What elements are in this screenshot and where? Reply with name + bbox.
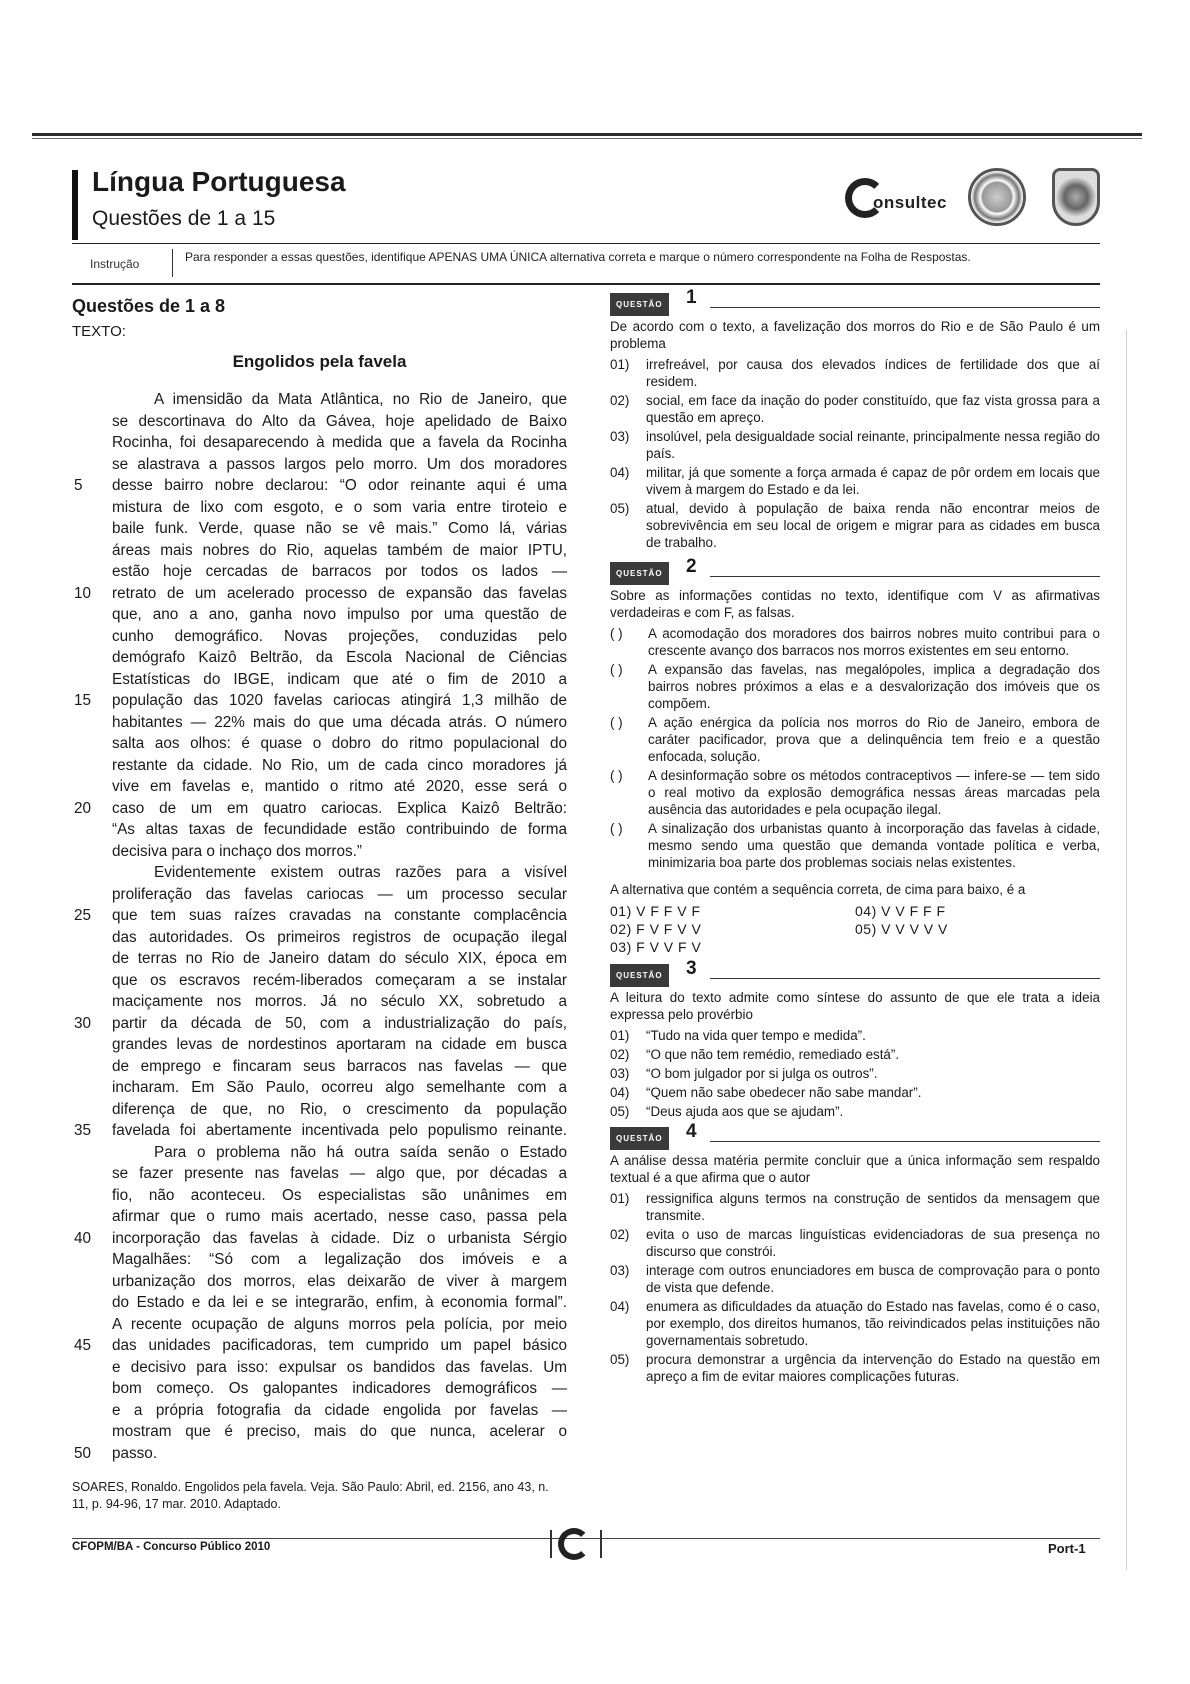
line-text: urbanização dos morros, elas deixarão de viver à margem (112, 1272, 567, 1290)
section-title: Questões de 1 a 8 (72, 296, 226, 316)
answer-option (610, 1226, 1100, 1260)
article-line (72, 475, 567, 497)
article-line (72, 1335, 567, 1357)
true-false-item (610, 714, 1100, 765)
logo-text: onsultec (873, 193, 947, 212)
true-false-item (610, 661, 1100, 712)
footer-logo-icon (558, 1528, 590, 1560)
article-line (72, 927, 567, 949)
line-text: incharam. Em São Paulo, ocorreu algo semelhante com a (112, 1079, 567, 1096)
sequence-option: 02) F V F V V (610, 921, 702, 937)
article-line (72, 561, 567, 583)
article-title: Engolidos pela favela (232, 352, 407, 371)
article-line (72, 1314, 567, 1336)
line-text: caso de um em quatro cariocas. Explica Kaizô Beltrão: (112, 799, 567, 817)
article-line (72, 518, 567, 540)
footer-page-number: Port-1 (1048, 1541, 1086, 1556)
article-line (72, 712, 567, 734)
header-divider (72, 243, 1100, 244)
line-text: das autoridades. Os primeiros registros de ocupação ilegal (112, 928, 567, 946)
article-line (72, 841, 567, 863)
answer-option (610, 500, 1100, 551)
line-text: vive em favelas e, mantido o ritmo até 2020, esse será o (112, 778, 567, 795)
footer-bar-left (550, 1530, 552, 1558)
answer-blank: ( ) (610, 821, 623, 836)
question-2-items (610, 625, 1100, 871)
true-false-item (610, 625, 1100, 659)
item-text: A acomodação dos moradores dos bairros nobres muito contribui para o crescente avanço dos barracos nos morros existentes em seu entorno. (648, 626, 1100, 658)
police-shield-icon (1052, 168, 1100, 226)
line-text: e a própria fotografia da cidade engolida por favelas — (112, 1401, 567, 1419)
line-text: população das 1020 favelas cariocas atingirá 1,3 milhão de (112, 692, 567, 709)
option-number: 01) (610, 1191, 630, 1206)
sequence-option: 04) V V F F F (855, 903, 946, 919)
question-4-options (610, 1190, 1100, 1385)
line-text: habitantes — 22% mais do que uma década atrás. O número (112, 713, 567, 731)
article-line (72, 669, 567, 691)
article-line (72, 1228, 567, 1250)
article-line (72, 1099, 567, 1121)
article-line (72, 1421, 567, 1443)
article-line (72, 862, 567, 884)
line-text: salta aos olhos: é quase o dobro do ritmo populacional do (112, 735, 567, 752)
question-number: 4 (686, 1121, 697, 1142)
answer-option (610, 1190, 1100, 1224)
line-number: 25 (74, 907, 92, 924)
question-3-options (610, 1027, 1100, 1120)
option-text: insolúvel, pela desigualdade social reinante, principalmente nessa região do país. (646, 429, 1100, 461)
answer-option (610, 464, 1100, 498)
article-line (72, 991, 567, 1013)
article-line (72, 497, 567, 519)
line-text: mostram que é preciso, mais do que nunca, acelerar o (112, 1423, 567, 1440)
line-text: favelada foi abertamente incentivada pelo populismo reinante. (112, 1122, 567, 1139)
article-line (72, 1185, 567, 1207)
line-text: das unidades pacificadoras, tem cumprido um papel básico (112, 1337, 567, 1354)
article-line (72, 604, 567, 626)
article-line (72, 454, 567, 476)
question-rule (710, 978, 1100, 979)
line-text: incorporação das favelas à cidade. Diz o urbanista Sérgio (112, 1229, 567, 1247)
article-line (72, 905, 567, 927)
article-source: SOARES, Ronaldo. Engolidos pela favela. Veja. São Paulo: Abril, ed. 2156, ano 43, n. 11, p. 94-96, 17 mar. 2010. Adaptado. (72, 1480, 549, 1511)
article-line (72, 1357, 567, 1379)
line-text: que os escravos recém-liberados começaram a se instalar (112, 971, 567, 989)
article-body (72, 389, 567, 1464)
option-text: “O bom julgador por si julga os outros”. (646, 1066, 878, 1081)
answer-option (610, 1103, 1100, 1120)
left-column (72, 296, 567, 1511)
answer-blank: ( ) (610, 768, 623, 783)
article-line (72, 819, 567, 841)
true-false-item (610, 767, 1100, 818)
question-rule (710, 307, 1100, 308)
option-number: 02) (610, 393, 630, 408)
line-text: se descortinava do Alto da Gávea, hoje apelidado de Baixo (112, 412, 567, 430)
article-line (72, 1206, 567, 1228)
line-text: A recente ocupação de alguns morros pela polícia, por meio (112, 1315, 567, 1333)
line-text: bom começo. Os galopantes indicadores demográficos — (112, 1380, 567, 1397)
top-rule (32, 133, 1142, 136)
option-text: interage com outros enunciadores em busca de comprovação para o ponto de vista que defende. (646, 1263, 1100, 1295)
question-3-stem: A leitura do texto admite como síntese do assunto de que ele trata a ideia expressa pelo provérbio (610, 990, 1100, 1022)
question-4-stem: A análise dessa matéria permite concluir que a única informação sem respaldo textual é a que afirma que o autor (610, 1153, 1100, 1185)
article-line (72, 1443, 567, 1465)
question-4-header (610, 1121, 1100, 1148)
answer-option (610, 392, 1100, 426)
question-1-stem: De acordo com o texto, a favelização dos morros do Rio e de São Paulo é um problema (610, 319, 1100, 351)
article-line (72, 540, 567, 562)
line-text: Estatísticas do IBGE, indicam que até o fim de 2010 a (112, 670, 567, 688)
question-2-sequence-stem: A alternativa que contém a sequência correta, de cima para baixo, é a (610, 882, 1026, 897)
line-text: passo. (112, 1444, 158, 1462)
line-text: Magalhães: “Só com a legalização dos imóveis e a (112, 1251, 567, 1268)
answer-option (610, 356, 1100, 390)
line-text: diferença de que, no Rio, o crescimento da população (112, 1100, 567, 1118)
answer-option (610, 1027, 1100, 1044)
question-1-options (610, 356, 1100, 551)
option-number: 01) (610, 1028, 630, 1043)
article-line (72, 1400, 567, 1422)
item-text: A expansão das favelas, nas megalópoles, implica a degradação dos bairros nobres próximos a elas e a desvalorização dos imóveis que os compõem. (648, 662, 1100, 711)
answer-option (610, 1046, 1100, 1063)
item-text: A sinalização dos urbanistas quanto à incorporação das favelas à cidade, mesmo sendo uma questão que demanda vontade política e verba, minimizaria boa parte dos problemas sociais nelas existentes. (648, 821, 1100, 870)
article-line (72, 411, 567, 433)
article-line (72, 733, 567, 755)
option-number: 04) (610, 1085, 630, 1100)
instruction-label: Instrução (90, 257, 140, 271)
question-badge: QUESTÃO (610, 562, 669, 585)
answer-option (610, 1262, 1100, 1296)
option-text: irrefreável, por causa dos elevados índices de fertilidade dos que aí residem. (646, 357, 1100, 389)
article-line (72, 1292, 567, 1314)
line-text: desse bairro nobre declarou: “O odor reinante aqui é uma (112, 477, 567, 494)
option-number: 04) (610, 1299, 630, 1314)
top-rule-thin (32, 138, 1142, 139)
article-line (72, 432, 567, 454)
answer-option (610, 428, 1100, 462)
article-line (72, 626, 567, 648)
line-number: 5 (74, 477, 83, 494)
item-text: A desinformação sobre os métodos contraceptivos — infere-se — tem sido o real motivo da explosão demográfica nessas áreas marcadas pela ausência das autoridades e pela ocupação ilegal. (648, 768, 1100, 817)
article-line (72, 1034, 567, 1056)
line-text: afirmar que o rumo mais acertado, nesse caso, passa pela (112, 1208, 567, 1225)
line-text: se fazer presente nas favelas — algo que, por décadas a (112, 1165, 567, 1182)
line-text: A imensidão da Mata Atlântica, no Rio de Janeiro, que (154, 391, 567, 408)
line-text: do Estado e da lei e se integrarão, enfim, à economia formal”. (112, 1294, 567, 1311)
page-title: Língua Portuguesa (92, 166, 346, 197)
option-number: 02) (610, 1047, 630, 1062)
line-text: demógrafo Kaizô Beltrão, da Escola Nacional de Ciências (112, 649, 567, 666)
line-text: decisiva para o inchaço dos morros.” (112, 842, 362, 860)
article-line (72, 1271, 567, 1293)
option-text: evita o uso de marcas linguísticas evidenciadoras de sua presença no discurso que constrói. (646, 1227, 1100, 1259)
header-accent-bar (72, 170, 78, 240)
article-line (72, 1056, 567, 1078)
sequence-option: 01) V F F V F (610, 903, 701, 919)
line-text: de emprego e fincaram seus barracos nas favelas — que (112, 1057, 567, 1075)
line-number: 40 (74, 1229, 92, 1247)
line-text: Rocinha, foi desaparecendo à medida que a favela da Rocinha (112, 434, 567, 451)
answer-option (610, 1084, 1100, 1101)
option-text: social, em face da inação do poder constituído, que faz vista grossa para a questão em apreço. (646, 393, 1100, 425)
instruction-divider (72, 283, 1100, 285)
article-line (72, 1077, 567, 1099)
option-text: procura demonstrar a urgência da intervenção do Estado na questão em apreço a fim de evitar maiores complicações futuras. (646, 1352, 1100, 1384)
line-text: estão hoje cercadas de barracos por todos os lados — (112, 563, 567, 580)
answers-right (855, 902, 1100, 957)
article-line (72, 1013, 567, 1035)
question-2-header (610, 556, 1100, 583)
line-text: baile funk. Verde, quase não se vê mais.” Como lá, várias (112, 520, 567, 537)
option-text: “Tudo na vida quer tempo e medida”. (646, 1028, 866, 1043)
question-badge: QUESTÃO (610, 1127, 669, 1150)
article-line (72, 948, 567, 970)
answer-option (610, 1298, 1100, 1349)
option-number: 05) (610, 1352, 630, 1367)
article-line (72, 755, 567, 777)
true-false-item (610, 820, 1100, 871)
option-text: ressignifica alguns termos na construção de sentidos da mensagem que transmite. (646, 1191, 1100, 1223)
line-text: retrato de um acelerado processo de expansão das favelas (112, 584, 567, 602)
footer-bar-right (600, 1530, 602, 1558)
answer-blank: ( ) (610, 662, 623, 677)
question-rule (710, 576, 1100, 577)
line-text: áreas mais nobres do Rio, aquelas também de maior IPTU, (112, 541, 567, 559)
answer-blank: ( ) (610, 626, 623, 641)
answers-left (610, 902, 855, 957)
instruction-separator (172, 249, 173, 277)
footer-left: CFOPM/BA - Concurso Público 2010 (72, 1541, 271, 1553)
article-line (72, 970, 567, 992)
line-text: fio, não aconteceu. Os especialistas são unânimes em (112, 1186, 567, 1204)
option-number: 01) (610, 357, 630, 372)
article-line (72, 1142, 567, 1164)
article-line (72, 389, 567, 411)
question-rule (710, 1141, 1100, 1142)
line-number: 20 (74, 799, 92, 817)
right-column (610, 288, 1100, 1387)
answer-option (610, 1351, 1100, 1385)
sequence-option: 03) F V V F V (610, 939, 702, 955)
article-line (72, 690, 567, 712)
article-line (72, 1120, 567, 1142)
line-number: 15 (74, 692, 92, 709)
question-1-header (610, 287, 1100, 314)
option-text: militar, já que somente a força armada é capaz de pôr ordem em locais que vivem à margem do Estado e da lei. (646, 465, 1100, 497)
sequence-option: 05) V V V V V (855, 921, 948, 937)
line-text: maciçamente nos morros. Já no século XX, sobretudo a (112, 993, 567, 1010)
line-text: restante da cidade. No Rio, um de cada cinco moradores já (112, 756, 567, 774)
line-text: cunho demográfico. Novas projeções, conduzidas pelo (112, 627, 567, 645)
option-number: 05) (610, 1104, 630, 1119)
consultec-logo (845, 178, 975, 226)
question-badge: QUESTÃO (610, 293, 669, 316)
line-number: 30 (74, 1014, 92, 1032)
option-text: atual, devido à população de baixa renda não encontrar meios de sobrevivência em seu local de origem e migrar para as cidades em busca de trabalho. (646, 501, 1100, 550)
line-text: Para o problema não há outra saída senão o Estado (154, 1143, 567, 1161)
line-text: Evidentemente existem outras razões para a visível (154, 864, 567, 881)
line-text: mistura de lixo com esgoto, e o som varia entre tiroteio e (112, 498, 567, 516)
option-number: 03) (610, 1263, 630, 1278)
article-line (72, 1163, 567, 1185)
line-text: de terras no Rio de Janeiro datam do século XIX, época em (112, 950, 567, 967)
option-number: 04) (610, 465, 630, 480)
line-number: 45 (74, 1337, 92, 1354)
article-line (72, 884, 567, 906)
line-text: que tem suas raízes cravadas na constante complacência (112, 907, 567, 924)
question-badge: QUESTÃO (610, 964, 669, 987)
line-number: 10 (74, 584, 92, 602)
line-number: 50 (74, 1444, 92, 1462)
article-line (72, 776, 567, 798)
question-3-header (610, 958, 1100, 985)
instruction-text: Para responder a essas questões, identifique APENAS UMA ÚNICA alternativa correta e marque o número correspondente na Folha de Respostas. (185, 250, 971, 264)
question-number: 3 (686, 958, 697, 979)
option-text: “Deus ajuda aos que se ajudam”. (646, 1104, 844, 1119)
article-line (72, 1378, 567, 1400)
line-text: e decisivo para isso: expulsar os bandidos das favelas. Um (112, 1358, 567, 1376)
line-text: grandes levas de nordestinos aportaram na cidade em busca (112, 1036, 567, 1053)
line-number: 35 (74, 1122, 92, 1139)
option-number: 03) (610, 1066, 630, 1081)
question-2-stem: Sobre as informações contidas no texto, identifique com V as afirmativas verdadeiras e com F, as falsas. (610, 588, 1100, 620)
option-text: “Quem não sabe obedecer não sabe mandar”. (646, 1085, 922, 1100)
option-text: enumera as dificuldades da atuação do Estado nas favelas, como é o caso, por exemplo, dos direitos humanos, tão reivindicados pelas instituições não governamentais sobretudo. (646, 1299, 1100, 1348)
article-line (72, 798, 567, 820)
article-line (72, 1249, 567, 1271)
page-subtitle: Questões de 1 a 15 (92, 207, 276, 230)
line-text: partir da década de 50, com a industrialização do país, (112, 1014, 567, 1032)
question-number: 1 (686, 287, 697, 308)
texto-label: TEXTO: (72, 323, 126, 340)
line-text: que, ano a ano, ganha novo impulso por uma questão de (112, 606, 567, 623)
article-line (72, 647, 567, 669)
option-number: 02) (610, 1227, 630, 1242)
answer-blank: ( ) (610, 715, 623, 730)
question-number: 2 (686, 556, 697, 577)
item-text: A ação enérgica da polícia nos morros do Rio de Janeiro, embora de caráter pacificador, prova que a delinquência tem freio e a questão enfocada, solução. (648, 715, 1100, 764)
option-number: 05) (610, 501, 630, 516)
article-line (72, 583, 567, 605)
option-text: “O que não tem remédio, remediado está”. (646, 1047, 900, 1062)
page-edge (1126, 330, 1127, 1570)
line-text: “As altas taxas de fecundidade estão contribuindo de forma (112, 821, 567, 838)
line-text: se alastrava a passos largos pelo morro. Um dos moradores (112, 455, 567, 473)
option-number: 03) (610, 429, 630, 444)
answer-option (610, 1065, 1100, 1082)
question-2-answers (610, 902, 1100, 957)
line-text: proliferação das favelas cariocas — um processo secular (112, 885, 567, 903)
police-academy-seal-icon (968, 168, 1026, 226)
